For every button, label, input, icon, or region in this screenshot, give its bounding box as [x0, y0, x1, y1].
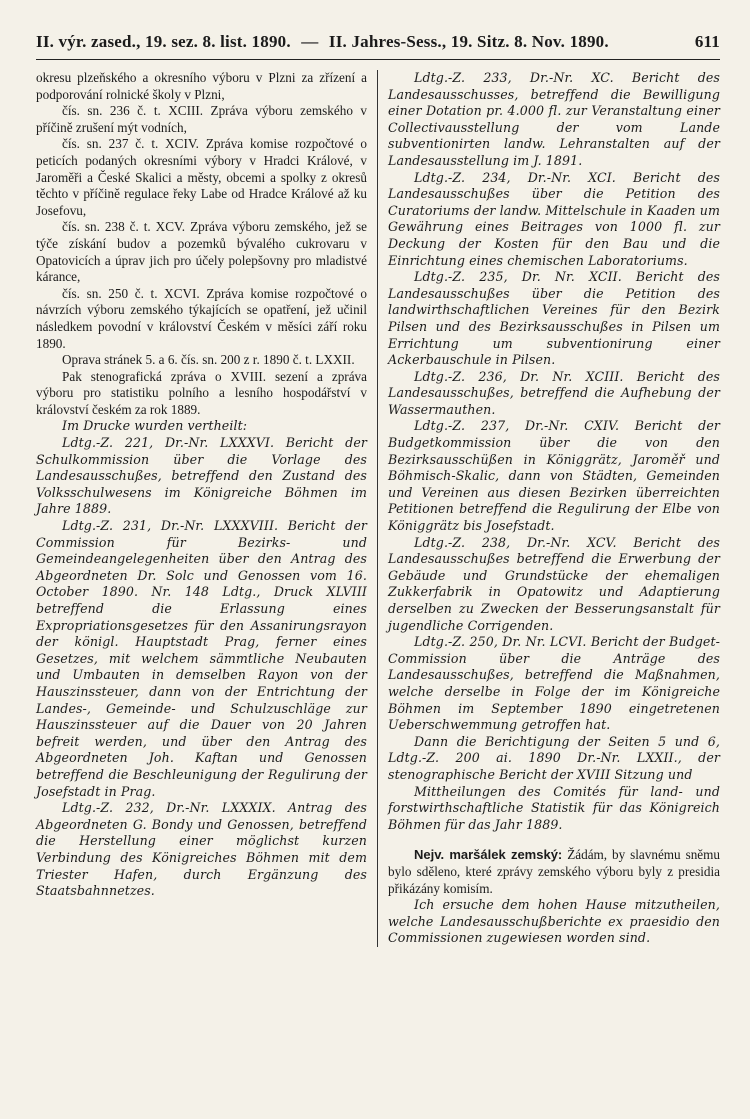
right-paragraph: Mittheilungen des Comités für land- und forstwirthschaftliche Statistik für das Königreich Böhmen für das Jahr 1889. — [388, 783, 720, 832]
right-column-paragraphs — [388, 70, 720, 833]
left-paragraph: čís. sn. 238 č. t. XCV. Zpráva výboru zemského, jež se týče získání budov a pozemků bývalého cukrovaru v Opatovicích a úprav jich pro účely polepšovny pro mladistvé kárance, — [36, 219, 367, 285]
left-paragraph: Ldtg.-Z. 232, Dr.-Nr. LXXXIX. Antrag des Abgeordneten G. Bondy und Genossen, betreffend die Herstellung einer möglichst kurzen Verbindung des Königreiches Böhmen mit dem Triester Hafen, durch Ergänzung des Staatsbahnnetzes. — [36, 800, 367, 899]
left-paragraph: čís. sn. 236 č. t. XCIII. Zpráva výboru zemského v příčině zrušení mýt vodních, — [36, 103, 367, 135]
left-paragraph: Ldtg.-Z. 221, Dr.-Nr. LXXXVI. Bericht der Schulkommission über die Vorlage des Landesausschußes, betreffend den Zustand des Volksschulwesens im Königreiche Böhmen im Jahre 1889. — [36, 435, 367, 517]
two-column-body — [36, 70, 720, 947]
right-column — [378, 70, 720, 947]
left-paragraph: Oprava stránek 5. a 6. čís. sn. 200 z r. 1890 č. t. LXXII. — [62, 352, 355, 368]
right-paragraph: Ldtg.-Z. 235, Dr. Nr. XCII. Bericht des Landesausschußes über die Petition des landwirthschaftlichen Vereines für den Bezirk Pilsen und des Bezirksausschußes in Pilsen um Errichtung um subventionirung einer Ackerbauschule in Pilsen. — [388, 269, 720, 368]
left-paragraph: Pak stenografická zpráva o XVIII. sezení a zpráva výboru pro statistiku polního a lesního hospodářství v království českém za rok 1889. — [36, 368, 367, 417]
page-number: 611 — [694, 32, 720, 51]
right-paragraph: Ldtg.-Z. 234, Dr.-Nr. XCI. Bericht des Landesausschußes über die Petition des Curatoriums der landw. Mittelschule in Kaaden um Gewährung eines Beitrages von 1000 fl. zur Deckung der Kosten für den Bau und die Einrichtung eines chemischen Laboratoriums. — [388, 169, 720, 268]
left-column — [36, 70, 378, 947]
left-paragraph: čís. sn. 237 č. t. XCIV. Zpráva komise rozpočtové o peticích podaných okresními výbory v Hradci Králové, v Jaroměři a České Skalici a městy, obcemi a spolky z okresů těchto v příčině regulace řeky Labe od Hradce Králové až ku Josefovu, — [36, 136, 367, 218]
spacer — [388, 833, 720, 847]
header-right-text: II. Jahres-Sess., 19. Sitz. 8. Nov. 1890. — [328, 32, 609, 51]
header-dash: — — [301, 32, 319, 51]
speaker-name: Nejv. maršálek zemský: — [414, 847, 563, 863]
speech-german-paragraph: Ich ersuche dem hohen Hause mitzutheilen, welche Landesausschußberichte ex praesidio den Commissionen zugewiesen worden sind. — [388, 897, 720, 946]
page-header — [36, 32, 720, 60]
right-paragraph: Ldtg.-Z. 233, Dr.-Nr. XC. Bericht des Landesausschusses, betreffend die Bewilligung einer Dotation pr. 4.000 fl. zur Veranstaltung einer Collectivausstellung der vom Lande subventionirten landw. Lehranstalten auf der Landesausstellung im J. 1891. — [388, 70, 720, 168]
right-paragraph: Ldtg.-Z. 237, Dr.-Nr. CXIV. Bericht der Budgetkommission über die von den Bezirksausschüßen in Königgrätz, Jaroměř und Böhmisch-Skalic, dann von Städten, Gemeinden und Vereinen aus diesen Bezirken überreichten Petitionen betreffend die Regulirung der Elbe von Königgrätz bis Josefstadt. — [388, 418, 720, 534]
right-paragraph: Ldtg.-Z. 250, Dr. Nr. LCVI. Bericht der Budget-Commission über die Anträge des Landesausschußes, betreffend die Maßnahmen, welche derselbe in Folge der im Königreiche Böhmen im September 1890 eingetretenen Ueberschwemmung getroffen hat. — [388, 634, 720, 733]
right-paragraph: Ldtg.-Z. 238, Dr.-Nr. XCV. Bericht des Landesausschußes betreffend die Erwerbung der Gebäude und Grundstücke der ehemaligen Zukkerfabrik in Opatowitz und Adaptierung derselben zu Zwecken der Besserungsanstalt für jugendliche Corrigenden. — [388, 534, 720, 633]
left-paragraph: čís. sn. 250 č. t. XCVI. Zpráva komise rozpočtové o návrzích výboru zemského týkajících se opatření, jež učinil následkem povodní v království Českém v měsíci září roku 1890. — [36, 285, 367, 351]
speech-czech-text: Žádám, by slavnému sněmu bylo sděleno, které zprávy zemského výboru byly z presidia přikázány komisím. — [388, 847, 720, 896]
speech-paragraph — [388, 847, 720, 897]
header-left-text: II. výr. zased., 19. sez. 8. list. 1890. — [36, 32, 291, 51]
right-paragraph: Dann die Berichtigung der Seiten 5 und 6, Ldtg.-Z. 200 ai. 1890 Dr.-Nr. LXXII., der stenographische Bericht der XVIII Sitzung und — [388, 733, 720, 782]
left-paragraph: Im Drucke wurden vertheilt: — [62, 418, 248, 434]
left-paragraph: Ldtg.-Z. 231, Dr.-Nr. LXXXVIII. Bericht der Commission für Bezirks- und Gemeindeangelegenheiten über den Antrag des Abgeordneten Dr. Solc und Genossen vom 16. October 1890. Nr. 148 Ldtg., Druck XLVIII betreffend die Erlassung eines Expropriationsgesetzes für den Assanirungsrayon der königl. Hauptstadt Prag, ferner eines Gesetzes, mit welchem sämmtliche Neubauten und Umbauten in demselben Rayon von der Hauszinssteuer, dann von der Entrichtung der Landes-, Gemeinde- und Schulzuschläge zur Hauszinssteuer auf die Dauer von 20 Jahren befreit werden, und über den Antrag des Abgeordneten Joh. Kaftan und Genossen betreffend die Beschleunigung der Regulirung der Josefstadt in Prag. — [36, 518, 367, 799]
header-czech — [36, 32, 609, 52]
left-paragraph: okresu plzeňského a okresního výboru v Plzni za zřízení a podporování rolnické školy v Plzni, — [36, 70, 367, 102]
right-paragraph: Ldtg.-Z. 236, Dr. Nr. XCIII. Bericht des Landesausschußes, betreffend die Aufhebung der Wassermauthen. — [388, 368, 720, 417]
